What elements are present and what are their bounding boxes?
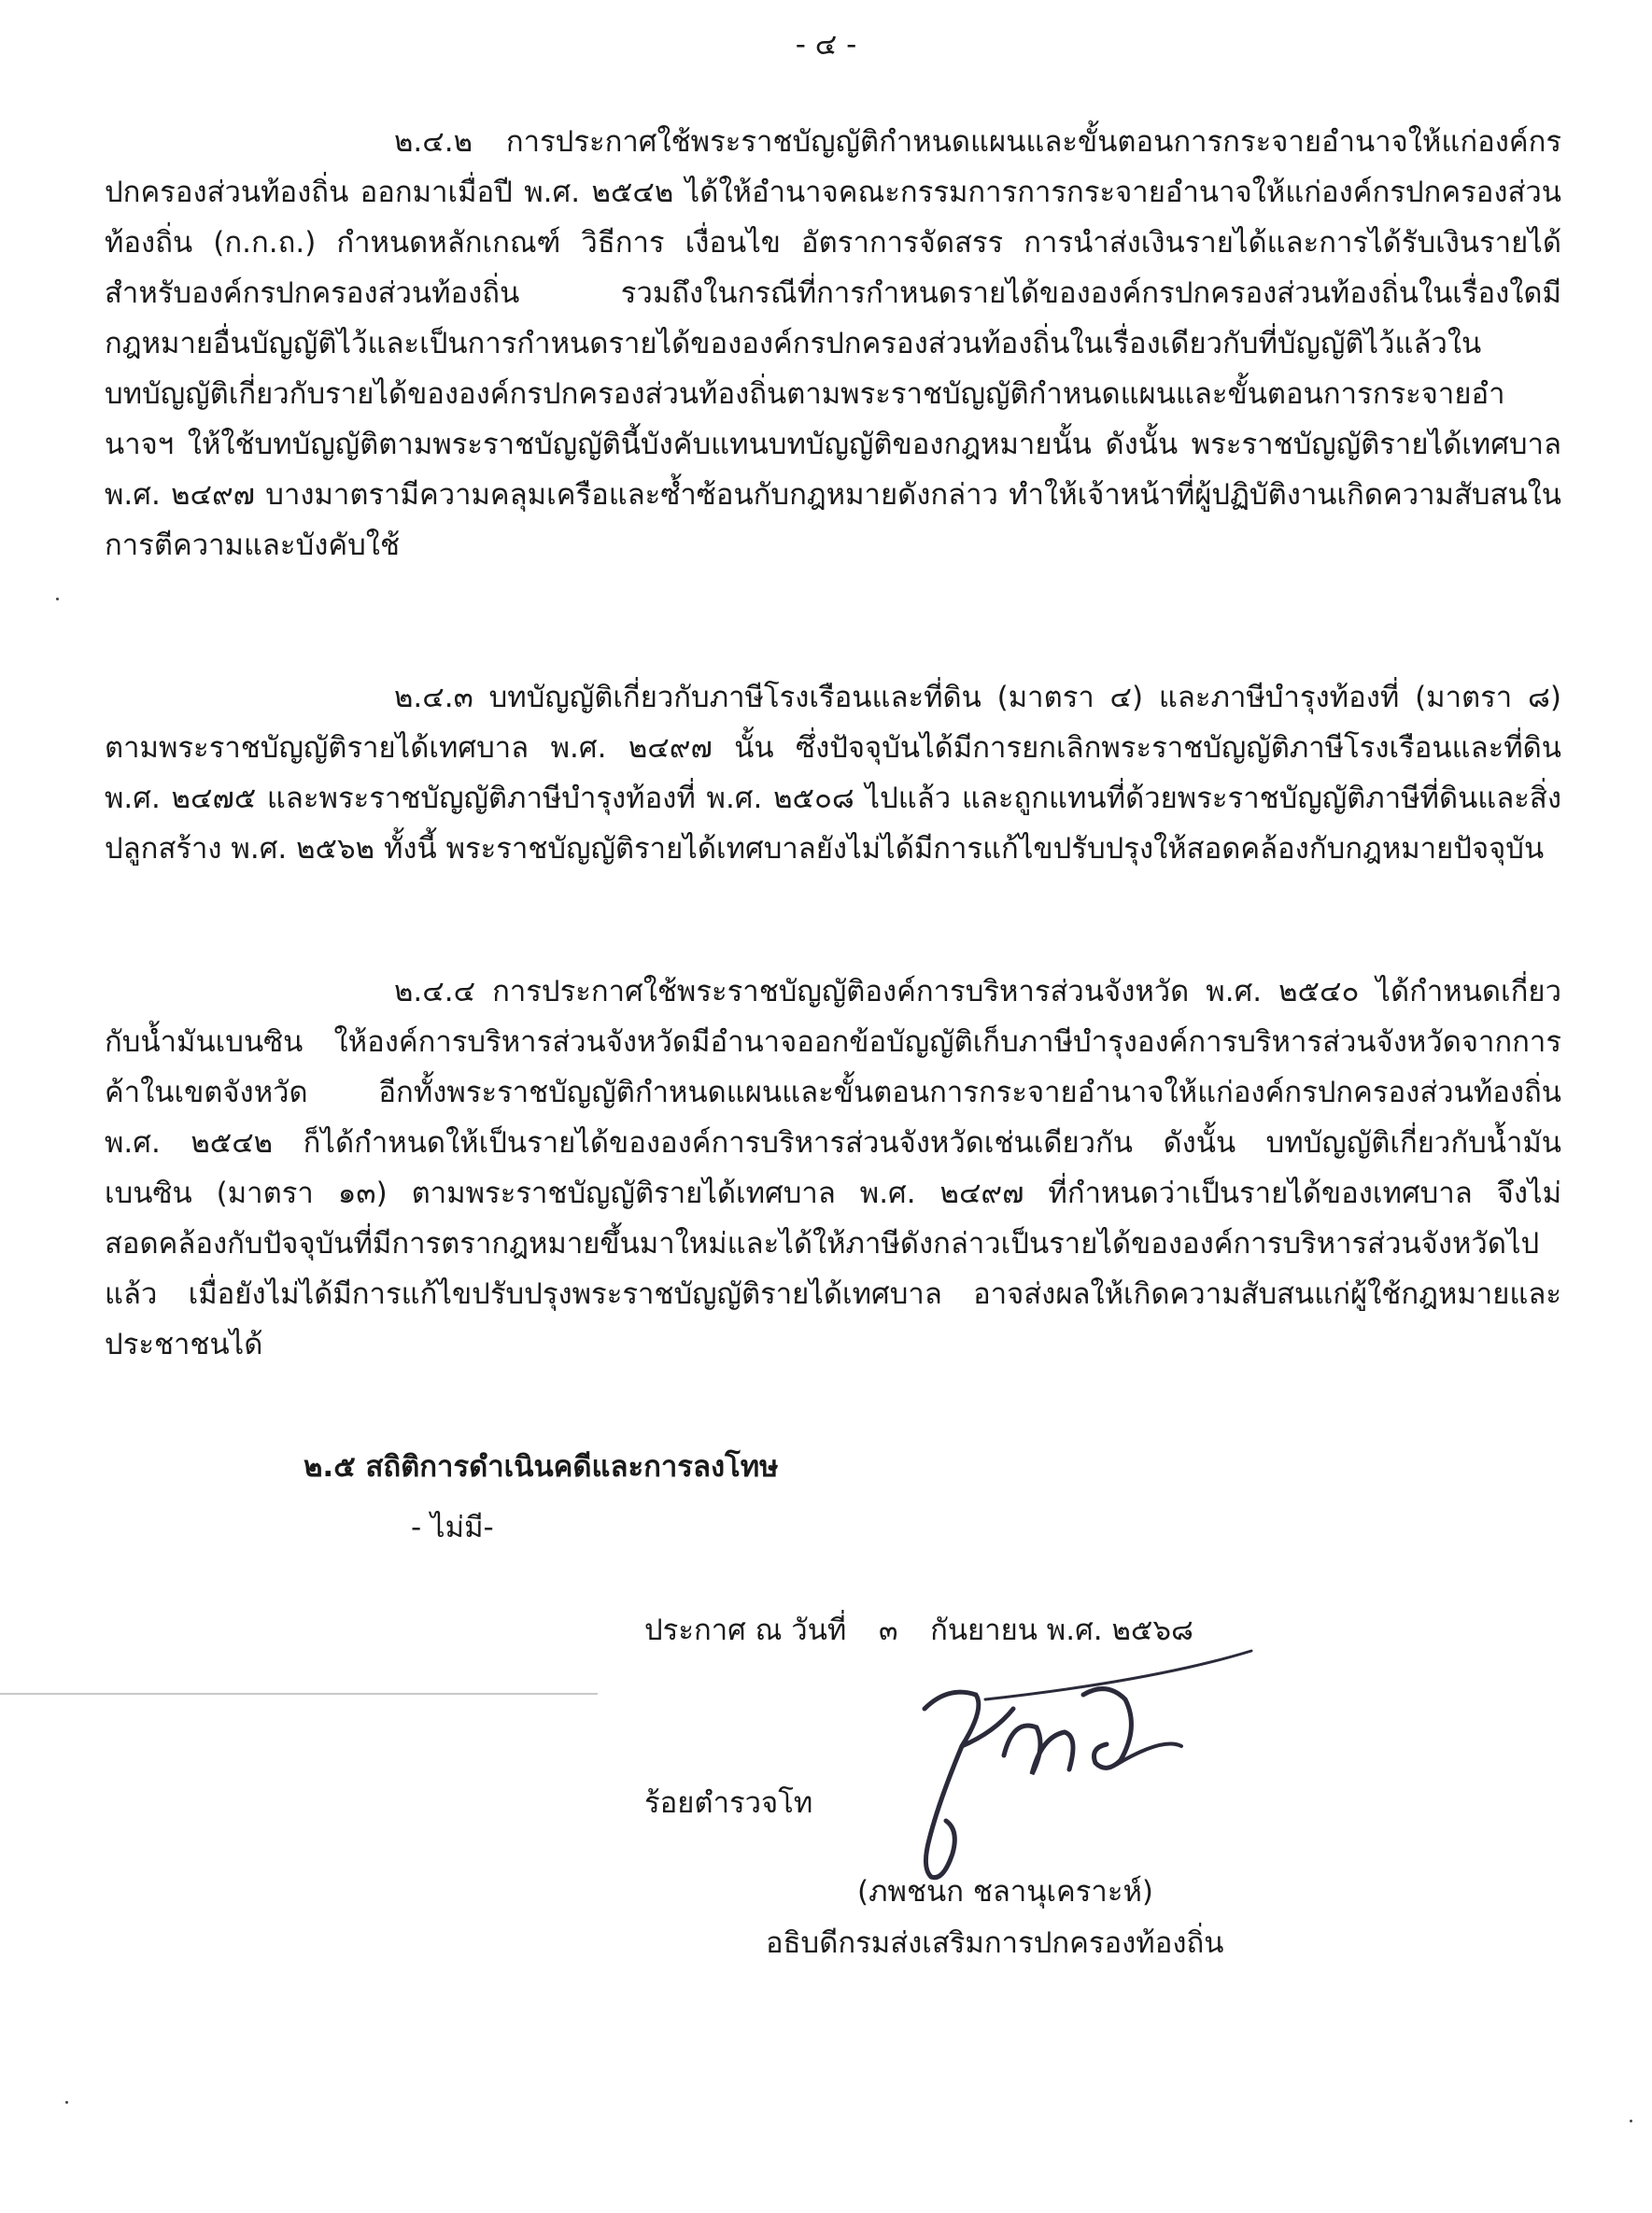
paragraph-2-4-2: ๒.๔.๒ การประกาศใช้พระราชบัญญัติกำหนดแผนและขั้นตอนการกระจายอำนาจให้แก่องค์กรปกครองส่วนท้องถิ่น ออกมาเมื่อปี พ.ศ. ๒๕๔๒ ได้ให้อำนาจคณะกรรมการการกระจายอำนาจให้แก่องค์กรปกครองส่วนท้องถิ่น (ก.ก.ถ.) กำหนดหลักเกณฑ์ วิธีการ เงื่อนไข อัตราการจัดสรร การนำส่งเงินรายได้และการได้รับเงินรายได้สำหรับองค์กรปกครองส่วนท้องถิ่น รวมถึงในกรณีที่การกำหนดรายได้ขององค์กรปกครองส่วนท้องถิ่นในเรื่องใดมีกฎหมายอื่นบัญญัติไว้และเป็นการกำหนดรายได้ขององค์กรปกครองส่วนท้องถิ่นในเรื่องเดียวกับที่บัญญัติไว้แล้วในบทบัญญัติเกี่ยวกับรายได้ขององค์กรปกครองส่วนท้องถิ่นตามพระราชบัญญัติกำหนดแผนและขั้นตอนการกระจายอำนาจฯ ให้ใช้บทบัญญัติตามพระราชบัญญัตินี้บังคับแทนบทบัญญัติของกฎหมายนั้น ดังนั้น พระราชบัญญัติรายได้เทศบาล พ.ศ. ๒๔๙๗ บางมาตรามีความคลุมเครือและซ้ำซ้อนกับกฎหมายดังกล่าว ทำให้เจ้าหน้าที่ผู้ปฏิบัติงานเกิดความสับสนในการตีความและบังคับใช้ (105, 125, 1561, 562)
scan-speck (65, 2101, 68, 2104)
announcement-day: ๓ (878, 1614, 898, 1647)
paragraph-2-4-4: ๒.๔.๔ การประกาศใช้พระราชบัญญัติองค์การบริหารส่วนจังหวัด พ.ศ. ๒๕๔๐ ได้กำหนดเกี่ยวกับน้ำมันเบนซิน ให้องค์การบริหารส่วนจังหวัดมีอำนาจออกข้อบัญญัติเก็บภาษีบำรุงองค์การบริหารส่วนจังหวัดจากการค้าในเขตจังหวัด อีกทั้งพระราชบัญญัติกำหนดแผนและขั้นตอนการกระจายอำนาจให้แก่องค์กรปกครองส่วนท้องถิ่น พ.ศ. ๒๕๔๒ ก็ได้กำหนดให้เป็นรายได้ขององค์การบริหารส่วนจังหวัดเช่นเดียวกัน ดังนั้น บทบัญญัติเกี่ยวกับน้ำมันเบนซิน (มาตรา ๑๓) ตามพระราชบัญญัติรายได้เทศบาล พ.ศ. ๒๔๙๗ ที่กำหนดว่าเป็นรายได้ของเทศบาล จึงไม่สอดคล้องกับปัจจุบันที่มีการตรากฎหมายขึ้นมาใหม่และได้ให้ภาษีดังกล่าวเป็นรายได้ขององค์การบริหารส่วนจังหวัดไปแล้ว เมื่อยังไม่ได้มีการแก้ไขปรับปรุงพระราชบัญญัติรายได้เทศบาล อาจส่งผลให้เกิดความสับสนแก่ผู้ใช้กฎหมายและประชาชนได้ (105, 975, 1561, 1361)
announcement-prefix: ประกาศ ณ วันที่ (644, 1614, 847, 1647)
section-heading-2-5: ๒.๕ สถิติการดำเนินคดีและการลงโทษ (304, 1450, 779, 1484)
announcement-month-year: กันยายน พ.ศ. ๒๕๖๘ (930, 1614, 1193, 1647)
scan-speck (1630, 2120, 1632, 2122)
paragraph-2-4-3: ๒.๔.๓ บทบัญญัติเกี่ยวกับภาษีโรงเรือนและที่ดิน (มาตรา ๔) และภาษีบำรุงท้องที่ (มาตรา ๘) ตามพระราชบัญญัติรายได้เทศบาล พ.ศ. ๒๔๙๗ นั้น ซึ่งปัจจุบันได้มีการยกเลิกพระราชบัญญัติภาษีโรงเรือนและที่ดิน พ.ศ. ๒๔๗๕ และพระราชบัญญัติภาษีบำรุงท้องที่ พ.ศ. ๒๕๐๘ ไปแล้ว และถูกแทนที่ด้วยพระราชบัญญัติภาษีที่ดินและสิ่งปลูกสร้าง พ.ศ. ๒๕๖๒ ทั้งนี้ พระราชบัญญัติรายได้เทศบาลยังไม่ได้มีการแก้ไขปรับปรุงให้สอดคล้องกับกฎหมายปัจจุบัน (105, 681, 1561, 866)
scan-speck (56, 598, 59, 600)
section-content-none: - ไม่มี- (411, 1511, 494, 1544)
signer-rank: ร้อยตำรวจโท (644, 1786, 813, 1820)
signer-name: (ภพชนก ชลานุเคราะห์) (857, 1875, 1154, 1909)
signer-title: อธิบดีกรมส่งเสริมการปกครองท้องถิ่น (766, 1926, 1224, 1960)
page-number: - ๔ - (795, 28, 857, 62)
scan-artifact-line (0, 1693, 598, 1695)
